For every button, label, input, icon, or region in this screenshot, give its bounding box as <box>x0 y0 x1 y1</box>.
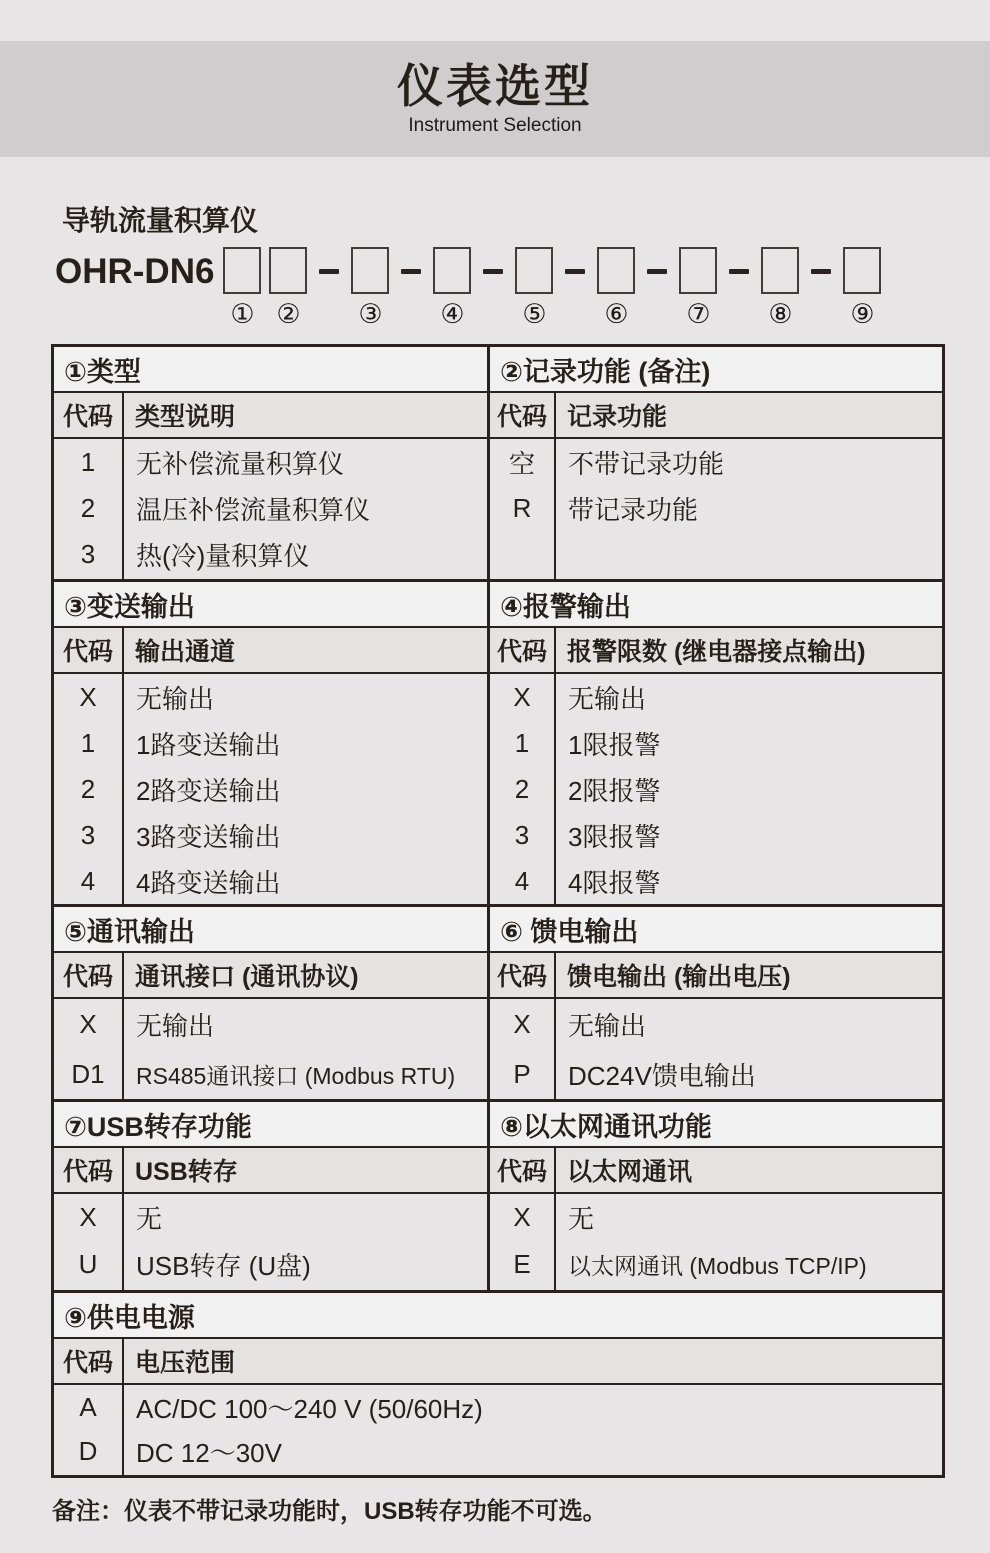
section-alarm-output <box>490 582 942 904</box>
model-box-5 <box>515 247 553 294</box>
desc-cell: 无输出 <box>136 1010 215 1041</box>
code-header: 代码 <box>54 1148 124 1192</box>
table-band-2 <box>54 582 942 907</box>
desc-column <box>556 1194 942 1290</box>
code-cell: A <box>79 1391 97 1422</box>
code-column <box>54 1385 124 1475</box>
model-box-8 <box>761 247 799 294</box>
section-header-row <box>54 1148 487 1194</box>
code-cell: U <box>78 1249 98 1279</box>
desc-column <box>124 999 487 1099</box>
section-body <box>54 999 487 1099</box>
model-prefix: OHR-DN6 <box>55 252 215 291</box>
section-feed-output <box>490 907 942 1099</box>
section-title: ②记录功能 (备注) <box>490 347 942 393</box>
section-transmit-output <box>54 582 490 904</box>
section-body <box>54 1385 942 1475</box>
code-cell: X <box>513 681 531 712</box>
desc-cell: 3限报警 <box>568 821 661 852</box>
desc-cell: 无输出 <box>136 683 215 714</box>
selection-table <box>51 344 945 1478</box>
desc-cell: 无 <box>568 1204 595 1234</box>
desc-column <box>124 1385 942 1475</box>
desc-column <box>556 674 942 904</box>
section-title: ⑧以太网通讯功能 <box>490 1102 942 1148</box>
desc-cell: RS485通讯接口 (Modbus RTU) <box>136 1062 456 1089</box>
code-header: 代码 <box>490 953 556 997</box>
code-cell: D <box>78 1435 98 1466</box>
code-column <box>54 999 124 1099</box>
model-box-3 <box>351 247 389 294</box>
section-header-row <box>490 953 942 999</box>
code-column <box>54 674 124 904</box>
desc-header: USB转存 <box>135 1158 238 1186</box>
desc-header: 报警限数 (继电器接点输出) <box>567 638 866 666</box>
model-position-1 <box>223 247 261 328</box>
dash-separator <box>729 269 749 274</box>
section-body <box>490 999 942 1099</box>
desc-cell: AC/DC 100～240 V (50/60Hz) <box>136 1393 483 1424</box>
model-code-diagram <box>55 247 990 328</box>
position-number-4: ④ <box>440 299 465 330</box>
table-band-4 <box>54 1102 942 1293</box>
code-header: 代码 <box>490 1148 556 1192</box>
code-cell: X <box>513 1202 531 1232</box>
section-header-row <box>54 628 487 674</box>
section-title: ④报警输出 <box>490 582 942 628</box>
desc-cell: 不带记录功能 <box>568 448 725 479</box>
section-header-row <box>490 393 942 439</box>
product-name: 导轨流量积算仪 <box>62 205 259 236</box>
model-position-2 <box>269 247 307 328</box>
desc-header: 输出通道 <box>135 638 236 666</box>
code-cell: 3 <box>514 819 530 850</box>
desc-cell: 温压补偿流量积算仪 <box>136 494 371 525</box>
section-type <box>54 347 490 579</box>
desc-cell: 2限报警 <box>568 775 661 806</box>
desc-column <box>124 674 487 904</box>
footnote: 备注：仪表不带记录功能时，USB转存功能不可选。 <box>52 1498 607 1525</box>
code-cell: E <box>513 1249 531 1279</box>
model-position-9 <box>843 247 881 328</box>
desc-cell: DC 12～30V <box>136 1437 282 1468</box>
model-box-1 <box>223 247 261 294</box>
section-usb-transfer <box>54 1102 490 1290</box>
desc-cell: 1路变送输出 <box>136 729 281 760</box>
code-cell: 空 <box>508 448 535 479</box>
model-position-5 <box>515 247 553 328</box>
desc-cell: 热(冷)量积算仪 <box>136 540 310 571</box>
position-number-5: ⑤ <box>522 299 547 330</box>
section-header-row <box>54 393 487 439</box>
section-title: ⑤通讯输出 <box>54 907 487 953</box>
desc-column <box>556 999 942 1099</box>
page-header-band <box>0 41 990 157</box>
dash-separator <box>401 269 421 274</box>
code-column <box>490 1194 556 1290</box>
position-number-8: ⑧ <box>768 299 793 330</box>
section-body <box>490 1194 942 1290</box>
section-header-row <box>54 1339 942 1385</box>
section-header-row <box>54 953 487 999</box>
table-band-5 <box>54 1293 942 1475</box>
dash-separator <box>647 269 667 274</box>
code-header: 代码 <box>54 1339 124 1383</box>
model-box-4 <box>433 247 471 294</box>
dash-separator <box>565 269 585 274</box>
section-body <box>490 439 942 579</box>
code-cell: D1 <box>71 1058 105 1089</box>
section-title: ⑥ 馈电输出 <box>490 907 942 953</box>
section-communication-output <box>54 907 490 1099</box>
model-box-9 <box>843 247 881 294</box>
code-cell: 2 <box>80 492 96 523</box>
dash-separator <box>483 269 503 274</box>
code-column <box>490 674 556 904</box>
code-cell: X <box>79 681 97 712</box>
code-cell: X <box>79 1008 97 1039</box>
desc-header: 通讯接口 (通讯协议) <box>135 963 359 991</box>
desc-header: 记录功能 <box>567 403 668 431</box>
section-body <box>490 674 942 904</box>
desc-cell: 1限报警 <box>568 729 661 760</box>
section-title: ⑦USB转存功能 <box>54 1102 487 1148</box>
desc-cell: 4路变送输出 <box>136 867 281 898</box>
desc-cell: 无 <box>136 1204 163 1234</box>
section-record-function <box>490 347 942 579</box>
code-header: 代码 <box>54 953 124 997</box>
position-number-6: ⑥ <box>604 299 629 330</box>
code-cell: X <box>79 1202 97 1232</box>
code-header: 代码 <box>54 628 124 672</box>
code-cell: 1 <box>80 446 96 477</box>
section-body <box>54 439 487 579</box>
model-position-7 <box>679 247 717 328</box>
code-header: 代码 <box>490 628 556 672</box>
desc-column <box>124 439 487 579</box>
dash-separator <box>811 269 831 274</box>
dash-separator <box>319 269 339 274</box>
position-number-3: ③ <box>358 299 383 330</box>
code-cell: P <box>513 1058 531 1089</box>
model-box-6 <box>597 247 635 294</box>
page-title: 仪表选型 <box>397 60 593 113</box>
model-box-7 <box>679 247 717 294</box>
table-band-1 <box>54 347 942 582</box>
desc-header: 馈电输出 (输出电压) <box>567 963 791 991</box>
desc-header: 类型说明 <box>135 403 236 431</box>
section-body <box>54 674 487 904</box>
page-subtitle: Instrument Selection <box>408 114 582 136</box>
code-column <box>490 439 556 579</box>
code-cell: 3 <box>80 538 96 569</box>
code-cell: 4 <box>514 865 530 896</box>
desc-header: 电压范围 <box>135 1349 236 1377</box>
code-cell: 3 <box>80 819 96 850</box>
position-number-2: ② <box>276 299 301 330</box>
section-header-row <box>490 1148 942 1194</box>
desc-cell: DC24V馈电输出 <box>568 1060 756 1091</box>
section-title: ①类型 <box>54 347 487 393</box>
code-header: 代码 <box>490 393 556 437</box>
desc-cell: 2路变送输出 <box>136 775 281 806</box>
section-title: ③变送输出 <box>54 582 487 628</box>
section-power-supply <box>54 1293 942 1475</box>
code-cell: 2 <box>80 773 96 804</box>
table-band-3 <box>54 907 942 1102</box>
model-position-3 <box>351 247 389 328</box>
code-cell: 2 <box>514 773 530 804</box>
code-cell: 1 <box>80 727 96 758</box>
section-title: ⑨供电电源 <box>54 1293 942 1339</box>
desc-cell: USB转存 (U盘) <box>136 1251 311 1281</box>
code-header: 代码 <box>54 393 124 437</box>
code-cell: X <box>513 1008 531 1039</box>
code-cell: 1 <box>514 727 530 758</box>
desc-cell: 带记录功能 <box>568 494 699 525</box>
desc-header: 以太网通讯 <box>567 1158 693 1186</box>
section-header-row <box>490 628 942 674</box>
position-number-9: ⑨ <box>850 299 875 330</box>
code-cell: 4 <box>80 865 96 896</box>
position-number-1: ① <box>230 299 255 330</box>
code-column <box>54 439 124 579</box>
desc-column <box>124 1194 487 1290</box>
desc-cell: 4限报警 <box>568 867 661 898</box>
code-column <box>54 1194 124 1290</box>
code-cell: R <box>512 492 532 523</box>
model-position-6 <box>597 247 635 328</box>
model-box-2 <box>269 247 307 294</box>
section-ethernet <box>490 1102 942 1290</box>
model-position-4 <box>433 247 471 328</box>
desc-cell: 3路变送输出 <box>136 821 281 852</box>
model-position-8 <box>761 247 799 328</box>
code-column <box>490 999 556 1099</box>
section-body <box>54 1194 487 1290</box>
position-number-7: ⑦ <box>686 299 711 330</box>
desc-column <box>556 439 942 579</box>
desc-cell: 以太网通讯 (Modbus TCP/IP) <box>568 1253 867 1279</box>
desc-cell: 无补偿流量积算仪 <box>136 448 345 479</box>
desc-cell: 无输出 <box>568 683 647 714</box>
desc-cell: 无输出 <box>568 1010 647 1041</box>
